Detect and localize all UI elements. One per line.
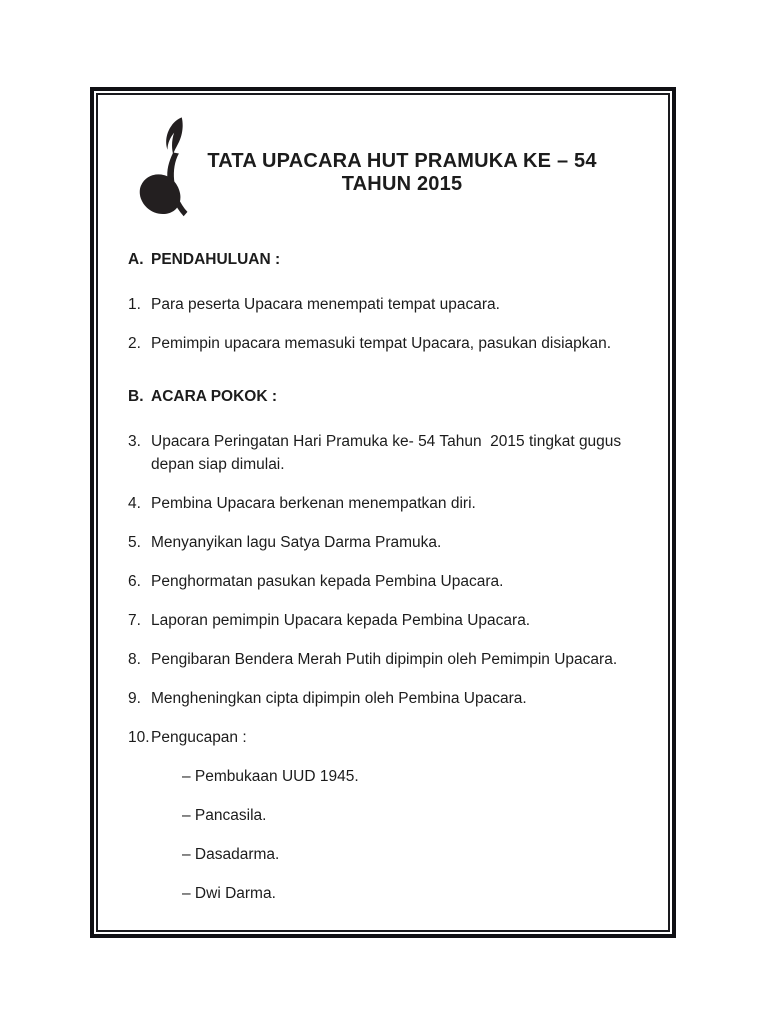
list-item-number: 2. — [128, 335, 141, 352]
sub-list-item: – Pembukaan UUD 1945. — [182, 768, 359, 785]
list-item-text: Laporan pemimpin Upacara kepada Pembina Upacara. — [151, 612, 531, 629]
list-item — [128, 531, 656, 554]
list-item-number: 1. — [128, 296, 141, 313]
section-heading-acara-pokok — [128, 385, 653, 408]
tunas-kelapa-icon — [139, 115, 196, 230]
list-item — [128, 648, 656, 671]
document-page — [96, 93, 670, 932]
sub-list-item: – Pancasila. — [182, 807, 267, 824]
section-heading-text: PENDAHULUAN : — [151, 251, 281, 268]
section-heading-text: ACARA POKOK : — [151, 388, 278, 405]
list-item-number: 10. — [128, 729, 150, 746]
list-item-number: 6. — [128, 573, 141, 590]
document-header — [139, 115, 648, 230]
sub-list-item: – Dasadarma. — [182, 846, 280, 863]
list-item-text: Pengibaran Bendera Merah Putih dipimpin oleh Pemimpin Upacara. — [151, 651, 618, 668]
list-item-text: Menyanyikan lagu Satya Darma Pramuka. — [151, 534, 442, 551]
list-item — [128, 609, 656, 632]
list-item — [128, 430, 656, 476]
list-item-text: Pemimpin upacara memasuki tempat Upacara, pasukan disiapkan. — [151, 335, 612, 352]
list-item-number: 8. — [128, 651, 141, 668]
list-item-number: 5. — [128, 534, 141, 551]
list-item-number: 9. — [128, 690, 141, 707]
list-item — [128, 492, 656, 515]
list-item — [128, 293, 656, 316]
page-title: TATA UPACARA HUT PRAMUKA KE – 54 TAHUN 2015 — [207, 149, 603, 195]
section-letter: A. — [128, 251, 144, 268]
list-item-number: 4. — [128, 495, 141, 512]
list-item — [128, 687, 656, 710]
list-item-text: Penghormatan pasukan kepada Pembina Upacara. — [151, 573, 504, 590]
list-item-text: Para peserta Upacara menempati tempat upacara. — [151, 296, 500, 313]
list-item-text: Mengheningkan cipta dipimpin oleh Pembina Upacara. — [151, 690, 527, 707]
list-item-text: Pengucapan : — [151, 729, 247, 746]
section-heading-pendahuluan — [128, 248, 653, 271]
title-area — [196, 150, 648, 196]
list-item — [128, 570, 656, 593]
list-item — [128, 332, 656, 355]
list-item-number: 7. — [128, 612, 141, 629]
document-page-frame — [90, 87, 676, 938]
list-item-text: Pembina Upacara berkenan menempatkan diri. — [151, 495, 476, 512]
section-letter: B. — [128, 388, 144, 405]
list-item-number: 3. — [128, 433, 141, 450]
list-item-text: Upacara Peringatan Hari Pramuka ke- 54 Tahun 2015 tingkat gugus depan siap dimulai. — [151, 433, 626, 473]
sub-list-item: – Dwi Darma. — [182, 885, 276, 902]
list-item — [128, 726, 656, 749]
